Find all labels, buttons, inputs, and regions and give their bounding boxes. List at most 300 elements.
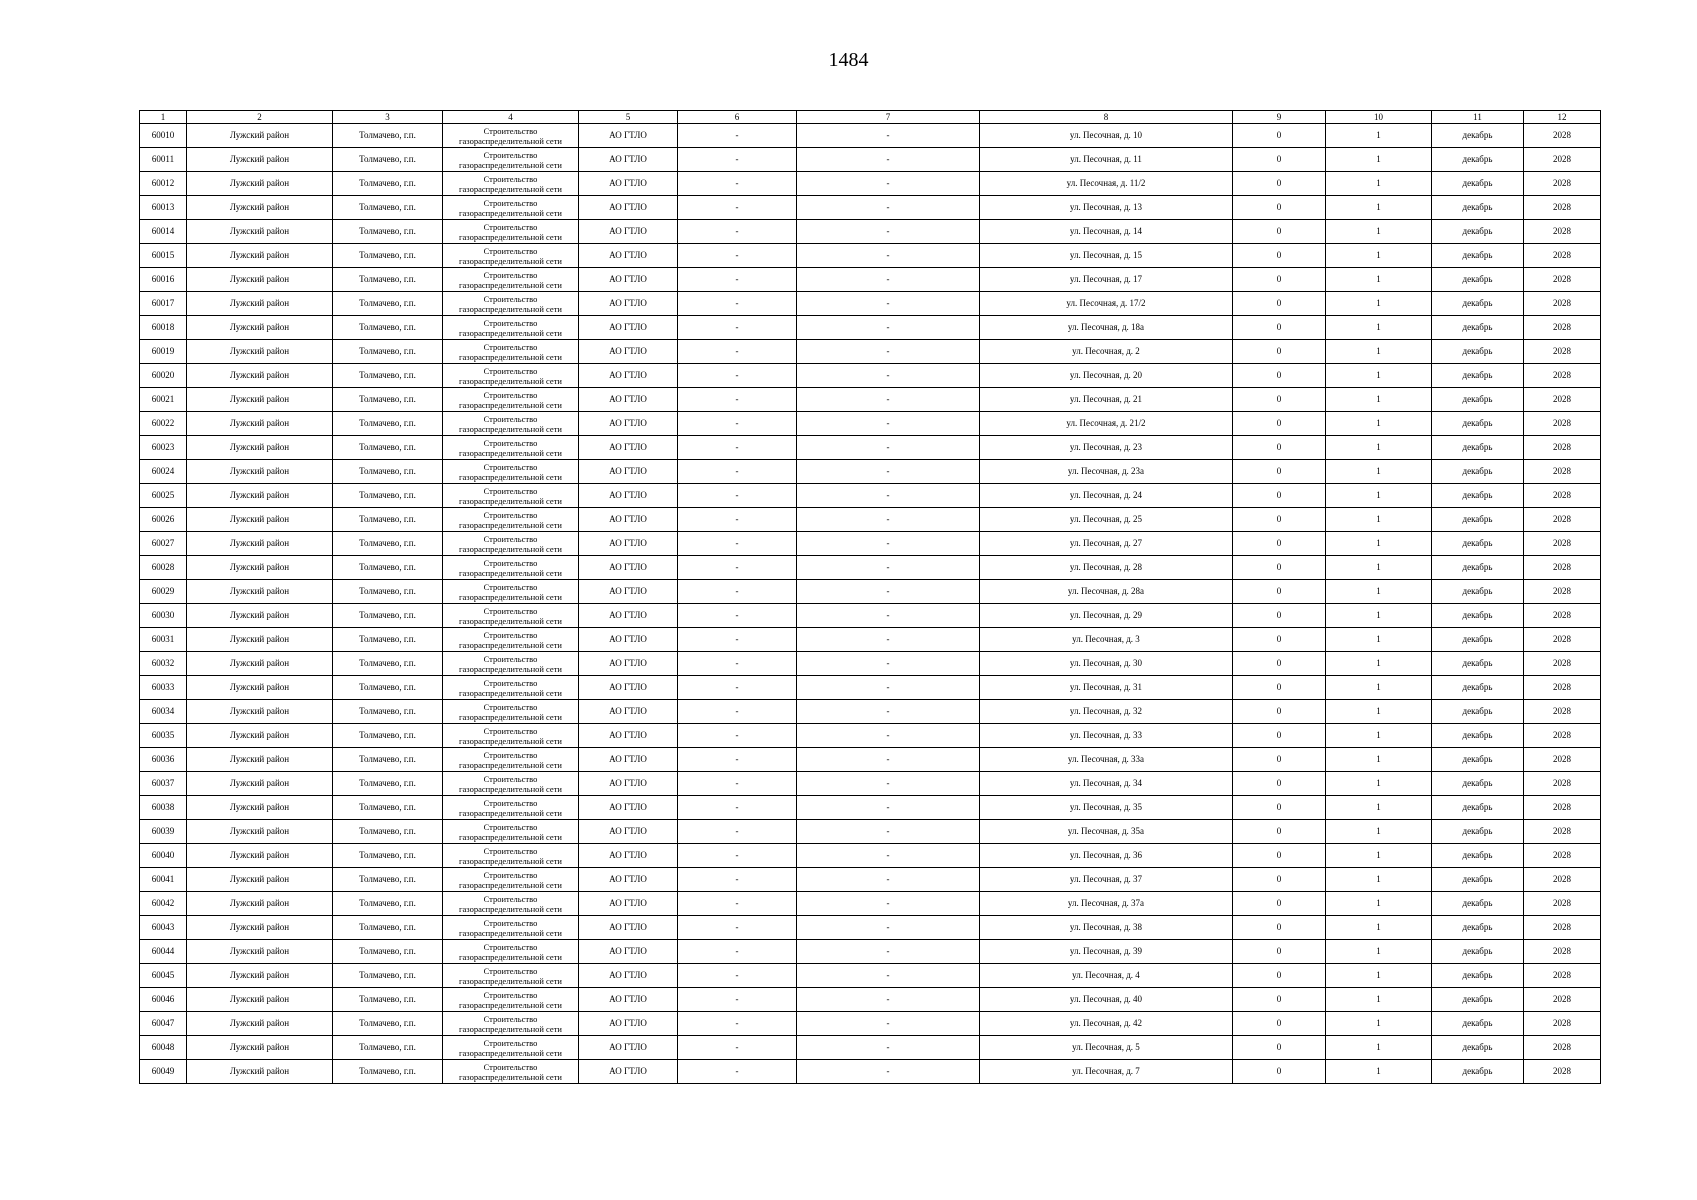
row-id-cell: 60012 [140, 172, 187, 196]
col-7-cell: - [797, 364, 980, 388]
col-9-cell: 0 [1233, 604, 1326, 628]
month-cell: декабрь [1432, 724, 1524, 748]
col-10-cell: 1 [1326, 628, 1432, 652]
organization-cell: АО ГТЛО [579, 892, 678, 916]
work-type-cell: Строительство газораспределительной сети [443, 412, 579, 436]
col-6-cell: - [678, 964, 797, 988]
settlement-cell: Толмачево, г.п. [333, 220, 443, 244]
col-6-cell: - [678, 460, 797, 484]
organization-cell: АО ГТЛО [579, 940, 678, 964]
col-6-cell: - [678, 196, 797, 220]
col-6-cell: - [678, 412, 797, 436]
work-type-cell: Строительство газораспределительной сети [443, 388, 579, 412]
work-type-cell: Строительство газораспределительной сети [443, 196, 579, 220]
row-id-cell: 60021 [140, 388, 187, 412]
col-6-cell: - [678, 748, 797, 772]
month-cell: декабрь [1432, 820, 1524, 844]
month-cell: декабрь [1432, 580, 1524, 604]
col-6-cell: - [678, 1036, 797, 1060]
table-body [140, 111, 1601, 1084]
table-row [140, 844, 1601, 868]
col-10-cell: 1 [1326, 292, 1432, 316]
year-cell: 2028 [1524, 580, 1601, 604]
settlement-cell: Толмачево, г.п. [333, 316, 443, 340]
organization-cell: АО ГТЛО [579, 508, 678, 532]
month-cell: декабрь [1432, 244, 1524, 268]
settlement-cell: Толмачево, г.п. [333, 1012, 443, 1036]
year-cell: 2028 [1524, 676, 1601, 700]
organization-cell: АО ГТЛО [579, 436, 678, 460]
organization-cell: АО ГТЛО [579, 292, 678, 316]
settlement-cell: Толмачево, г.п. [333, 892, 443, 916]
col-6-cell: - [678, 988, 797, 1012]
col-6-cell: - [678, 844, 797, 868]
work-type-cell: Строительство газораспределительной сети [443, 1012, 579, 1036]
col-6-cell: - [678, 172, 797, 196]
address-cell: ул. Песочная, д. 11/2 [980, 172, 1233, 196]
table-row [140, 676, 1601, 700]
col-7-cell: - [797, 844, 980, 868]
col-9-cell: 0 [1233, 676, 1326, 700]
table-row [140, 316, 1601, 340]
organization-cell: АО ГТЛО [579, 748, 678, 772]
table-row [140, 220, 1601, 244]
col-6-cell: - [678, 580, 797, 604]
table-row [140, 124, 1601, 148]
address-cell: ул. Песочная, д. 34 [980, 772, 1233, 796]
month-cell: декабрь [1432, 292, 1524, 316]
col-9-cell: 0 [1233, 628, 1326, 652]
col-9-cell: 0 [1233, 820, 1326, 844]
table-row [140, 172, 1601, 196]
year-cell: 2028 [1524, 316, 1601, 340]
column-number-2: 2 [187, 111, 333, 124]
col-6-cell: - [678, 868, 797, 892]
work-type-cell: Строительство газораспределительной сети [443, 1036, 579, 1060]
work-type-cell: Строительство газораспределительной сети [443, 724, 579, 748]
organization-cell: АО ГТЛО [579, 244, 678, 268]
work-type-cell: Строительство газораспределительной сети [443, 628, 579, 652]
year-cell: 2028 [1524, 196, 1601, 220]
col-9-cell: 0 [1233, 220, 1326, 244]
col-6-cell: - [678, 796, 797, 820]
district-cell: Лужский район [187, 460, 333, 484]
col-10-cell: 1 [1326, 796, 1432, 820]
organization-cell: АО ГТЛО [579, 580, 678, 604]
settlement-cell: Толмачево, г.п. [333, 292, 443, 316]
month-cell: декабрь [1432, 652, 1524, 676]
table-row [140, 340, 1601, 364]
settlement-cell: Толмачево, г.п. [333, 436, 443, 460]
settlement-cell: Толмачево, г.п. [333, 556, 443, 580]
table-row [140, 964, 1601, 988]
row-id-cell: 60040 [140, 844, 187, 868]
settlement-cell: Толмачево, г.п. [333, 340, 443, 364]
year-cell: 2028 [1524, 292, 1601, 316]
table-row [140, 556, 1601, 580]
col-7-cell: - [797, 724, 980, 748]
organization-cell: АО ГТЛО [579, 964, 678, 988]
district-cell: Лужский район [187, 148, 333, 172]
col-10-cell: 1 [1326, 988, 1432, 1012]
district-cell: Лужский район [187, 412, 333, 436]
col-7-cell: - [797, 1012, 980, 1036]
year-cell: 2028 [1524, 1036, 1601, 1060]
work-type-cell: Строительство газораспределительной сети [443, 604, 579, 628]
district-cell: Лужский район [187, 436, 333, 460]
organization-cell: АО ГТЛО [579, 724, 678, 748]
district-cell: Лужский район [187, 508, 333, 532]
year-cell: 2028 [1524, 1060, 1601, 1084]
year-cell: 2028 [1524, 916, 1601, 940]
work-type-cell: Строительство газораспределительной сети [443, 172, 579, 196]
col-6-cell: - [678, 220, 797, 244]
col-7-cell: - [797, 604, 980, 628]
address-cell: ул. Песочная, д. 36 [980, 844, 1233, 868]
settlement-cell: Толмачево, г.п. [333, 268, 443, 292]
district-cell: Лужский район [187, 628, 333, 652]
month-cell: декабрь [1432, 964, 1524, 988]
row-id-cell: 60049 [140, 1060, 187, 1084]
table-row [140, 748, 1601, 772]
col-9-cell: 0 [1233, 556, 1326, 580]
work-type-cell: Строительство газораспределительной сети [443, 484, 579, 508]
address-cell: ул. Песочная, д. 29 [980, 604, 1233, 628]
col-6-cell: - [678, 532, 797, 556]
column-number-9: 9 [1233, 111, 1326, 124]
row-id-cell: 60047 [140, 1012, 187, 1036]
row-id-cell: 60037 [140, 772, 187, 796]
col-9-cell: 0 [1233, 940, 1326, 964]
work-type-cell: Строительство газораспределительной сети [443, 892, 579, 916]
table-row [140, 148, 1601, 172]
year-cell: 2028 [1524, 628, 1601, 652]
address-cell: ул. Песочная, д. 14 [980, 220, 1233, 244]
col-6-cell: - [678, 484, 797, 508]
col-7-cell: - [797, 484, 980, 508]
table-row [140, 580, 1601, 604]
work-type-cell: Строительство газораспределительной сети [443, 580, 579, 604]
col-10-cell: 1 [1326, 244, 1432, 268]
address-cell: ул. Песочная, д. 35а [980, 820, 1233, 844]
district-cell: Лужский район [187, 316, 333, 340]
col-6-cell: - [678, 652, 797, 676]
col-9-cell: 0 [1233, 340, 1326, 364]
organization-cell: АО ГТЛО [579, 1060, 678, 1084]
year-cell: 2028 [1524, 868, 1601, 892]
col-6-cell: - [678, 676, 797, 700]
organization-cell: АО ГТЛО [579, 412, 678, 436]
organization-cell: АО ГТЛО [579, 628, 678, 652]
table-row [140, 628, 1601, 652]
row-id-cell: 60013 [140, 196, 187, 220]
work-type-cell: Строительство газораспределительной сети [443, 748, 579, 772]
col-7-cell: - [797, 172, 980, 196]
col-10-cell: 1 [1326, 772, 1432, 796]
column-number-11: 11 [1432, 111, 1524, 124]
col-10-cell: 1 [1326, 388, 1432, 412]
organization-cell: АО ГТЛО [579, 1036, 678, 1060]
table-row [140, 196, 1601, 220]
column-number-3: 3 [333, 111, 443, 124]
year-cell: 2028 [1524, 532, 1601, 556]
address-cell: ул. Песочная, д. 31 [980, 676, 1233, 700]
row-id-cell: 60019 [140, 340, 187, 364]
address-cell: ул. Песочная, д. 17 [980, 268, 1233, 292]
row-id-cell: 60025 [140, 484, 187, 508]
month-cell: декабрь [1432, 1036, 1524, 1060]
month-cell: декабрь [1432, 772, 1524, 796]
month-cell: декабрь [1432, 124, 1524, 148]
district-cell: Лужский район [187, 388, 333, 412]
col-7-cell: - [797, 820, 980, 844]
month-cell: декабрь [1432, 628, 1524, 652]
column-number-5: 5 [579, 111, 678, 124]
month-cell: декабрь [1432, 388, 1524, 412]
year-cell: 2028 [1524, 604, 1601, 628]
year-cell: 2028 [1524, 820, 1601, 844]
col-10-cell: 1 [1326, 460, 1432, 484]
col-10-cell: 1 [1326, 748, 1432, 772]
month-cell: декабрь [1432, 940, 1524, 964]
work-type-cell: Строительство газораспределительной сети [443, 244, 579, 268]
table-row [140, 652, 1601, 676]
settlement-cell: Толмачево, г.п. [333, 460, 443, 484]
year-cell: 2028 [1524, 148, 1601, 172]
col-9-cell: 0 [1233, 964, 1326, 988]
district-cell: Лужский район [187, 676, 333, 700]
column-number-10: 10 [1326, 111, 1432, 124]
row-id-cell: 60033 [140, 676, 187, 700]
month-cell: декабрь [1432, 268, 1524, 292]
col-10-cell: 1 [1326, 196, 1432, 220]
district-cell: Лужский район [187, 892, 333, 916]
table-row [140, 508, 1601, 532]
col-9-cell: 0 [1233, 484, 1326, 508]
col-10-cell: 1 [1326, 844, 1432, 868]
settlement-cell: Толмачево, г.п. [333, 580, 443, 604]
col-9-cell: 0 [1233, 196, 1326, 220]
month-cell: декабрь [1432, 364, 1524, 388]
col-10-cell: 1 [1326, 1060, 1432, 1084]
year-cell: 2028 [1524, 964, 1601, 988]
settlement-cell: Толмачево, г.п. [333, 628, 443, 652]
year-cell: 2028 [1524, 988, 1601, 1012]
col-10-cell: 1 [1326, 172, 1432, 196]
organization-cell: АО ГТЛО [579, 556, 678, 580]
table-row [140, 700, 1601, 724]
organization-cell: АО ГТЛО [579, 172, 678, 196]
col-10-cell: 1 [1326, 412, 1432, 436]
page-number: 1484 [828, 49, 869, 71]
row-id-cell: 60029 [140, 580, 187, 604]
row-id-cell: 60034 [140, 700, 187, 724]
col-6-cell: - [678, 508, 797, 532]
address-cell: ул. Песочная, д. 13 [980, 196, 1233, 220]
work-type-cell: Строительство газораспределительной сети [443, 316, 579, 340]
work-type-cell: Строительство газораспределительной сети [443, 916, 579, 940]
row-id-cell: 60015 [140, 244, 187, 268]
month-cell: декабрь [1432, 316, 1524, 340]
settlement-cell: Толмачево, г.п. [333, 796, 443, 820]
address-cell: ул. Песочная, д. 24 [980, 484, 1233, 508]
col-7-cell: - [797, 220, 980, 244]
address-cell: ул. Песочная, д. 2 [980, 340, 1233, 364]
year-cell: 2028 [1524, 772, 1601, 796]
organization-cell: АО ГТЛО [579, 124, 678, 148]
work-type-cell: Строительство газораспределительной сети [443, 676, 579, 700]
settlement-cell: Толмачево, г.п. [333, 916, 443, 940]
address-cell: ул. Песочная, д. 30 [980, 652, 1233, 676]
address-cell: ул. Песочная, д. 15 [980, 244, 1233, 268]
col-6-cell: - [678, 700, 797, 724]
col-9-cell: 0 [1233, 268, 1326, 292]
month-cell: декабрь [1432, 556, 1524, 580]
table-row [140, 244, 1601, 268]
col-7-cell: - [797, 676, 980, 700]
address-cell: ул. Песочная, д. 3 [980, 628, 1233, 652]
table-row [140, 1012, 1601, 1036]
month-cell: декабрь [1432, 532, 1524, 556]
col-6-cell: - [678, 820, 797, 844]
district-cell: Лужский район [187, 340, 333, 364]
district-cell: Лужский район [187, 940, 333, 964]
col-9-cell: 0 [1233, 1036, 1326, 1060]
settlement-cell: Толмачево, г.п. [333, 724, 443, 748]
col-10-cell: 1 [1326, 148, 1432, 172]
col-6-cell: - [678, 1060, 797, 1084]
col-9-cell: 0 [1233, 868, 1326, 892]
column-number-1: 1 [140, 111, 187, 124]
table-row [140, 820, 1601, 844]
row-id-cell: 60032 [140, 652, 187, 676]
col-7-cell: - [797, 292, 980, 316]
col-10-cell: 1 [1326, 700, 1432, 724]
table-row [140, 412, 1601, 436]
col-9-cell: 0 [1233, 412, 1326, 436]
col-6-cell: - [678, 772, 797, 796]
month-cell: декабрь [1432, 484, 1524, 508]
row-id-cell: 60038 [140, 796, 187, 820]
row-id-cell: 60023 [140, 436, 187, 460]
column-number-row [140, 111, 1601, 124]
settlement-cell: Толмачево, г.п. [333, 844, 443, 868]
col-10-cell: 1 [1326, 964, 1432, 988]
settlement-cell: Толмачево, г.п. [333, 172, 443, 196]
row-id-cell: 60028 [140, 556, 187, 580]
district-cell: Лужский район [187, 172, 333, 196]
col-10-cell: 1 [1326, 508, 1432, 532]
organization-cell: АО ГТЛО [579, 988, 678, 1012]
organization-cell: АО ГТЛО [579, 700, 678, 724]
month-cell: декабрь [1432, 844, 1524, 868]
row-id-cell: 60030 [140, 604, 187, 628]
row-id-cell: 60043 [140, 916, 187, 940]
settlement-cell: Толмачево, г.п. [333, 652, 443, 676]
table-row [140, 292, 1601, 316]
col-10-cell: 1 [1326, 676, 1432, 700]
col-9-cell: 0 [1233, 916, 1326, 940]
year-cell: 2028 [1524, 556, 1601, 580]
year-cell: 2028 [1524, 748, 1601, 772]
col-9-cell: 0 [1233, 724, 1326, 748]
col-6-cell: - [678, 244, 797, 268]
col-6-cell: - [678, 124, 797, 148]
col-7-cell: - [797, 796, 980, 820]
month-cell: декабрь [1432, 676, 1524, 700]
col-10-cell: 1 [1326, 604, 1432, 628]
table-row [140, 868, 1601, 892]
col-7-cell: - [797, 196, 980, 220]
col-7-cell: - [797, 628, 980, 652]
month-cell: декабрь [1432, 436, 1524, 460]
col-7-cell: - [797, 748, 980, 772]
settlement-cell: Толмачево, г.п. [333, 148, 443, 172]
district-cell: Лужский район [187, 268, 333, 292]
col-9-cell: 0 [1233, 292, 1326, 316]
district-cell: Лужский район [187, 196, 333, 220]
row-id-cell: 60045 [140, 964, 187, 988]
year-cell: 2028 [1524, 484, 1601, 508]
organization-cell: АО ГТЛО [579, 220, 678, 244]
organization-cell: АО ГТЛО [579, 388, 678, 412]
address-cell: ул. Песочная, д. 27 [980, 532, 1233, 556]
col-7-cell: - [797, 508, 980, 532]
col-9-cell: 0 [1233, 508, 1326, 532]
district-cell: Лужский район [187, 604, 333, 628]
col-7-cell: - [797, 340, 980, 364]
settlement-cell: Толмачево, г.п. [333, 676, 443, 700]
col-10-cell: 1 [1326, 268, 1432, 292]
settlement-cell: Толмачево, г.п. [333, 820, 443, 844]
row-id-cell: 60026 [140, 508, 187, 532]
district-cell: Лужский район [187, 916, 333, 940]
month-cell: декабрь [1432, 412, 1524, 436]
table-row [140, 724, 1601, 748]
address-cell: ул. Песочная, д. 25 [980, 508, 1233, 532]
col-10-cell: 1 [1326, 316, 1432, 340]
organization-cell: АО ГТЛО [579, 460, 678, 484]
year-cell: 2028 [1524, 388, 1601, 412]
row-id-cell: 60020 [140, 364, 187, 388]
address-cell: ул. Песочная, д. 33 [980, 724, 1233, 748]
col-6-cell: - [678, 436, 797, 460]
table-row [140, 796, 1601, 820]
organization-cell: АО ГТЛО [579, 316, 678, 340]
settlement-cell: Толмачево, г.п. [333, 508, 443, 532]
address-cell: ул. Песочная, д. 39 [980, 940, 1233, 964]
column-number-6: 6 [678, 111, 797, 124]
column-number-8: 8 [980, 111, 1233, 124]
settlement-cell: Толмачево, г.п. [333, 124, 443, 148]
address-cell: ул. Песочная, д. 21/2 [980, 412, 1233, 436]
district-cell: Лужский район [187, 1060, 333, 1084]
year-cell: 2028 [1524, 892, 1601, 916]
year-cell: 2028 [1524, 1012, 1601, 1036]
col-10-cell: 1 [1326, 916, 1432, 940]
year-cell: 2028 [1524, 364, 1601, 388]
work-type-cell: Строительство газораспределительной сети [443, 844, 579, 868]
year-cell: 2028 [1524, 340, 1601, 364]
work-type-cell: Строительство газораспределительной сети [443, 364, 579, 388]
col-9-cell: 0 [1233, 124, 1326, 148]
district-cell: Лужский район [187, 868, 333, 892]
month-cell: декабрь [1432, 460, 1524, 484]
address-cell: ул. Песочная, д. 40 [980, 988, 1233, 1012]
year-cell: 2028 [1524, 724, 1601, 748]
month-cell: декабрь [1432, 892, 1524, 916]
col-9-cell: 0 [1233, 580, 1326, 604]
